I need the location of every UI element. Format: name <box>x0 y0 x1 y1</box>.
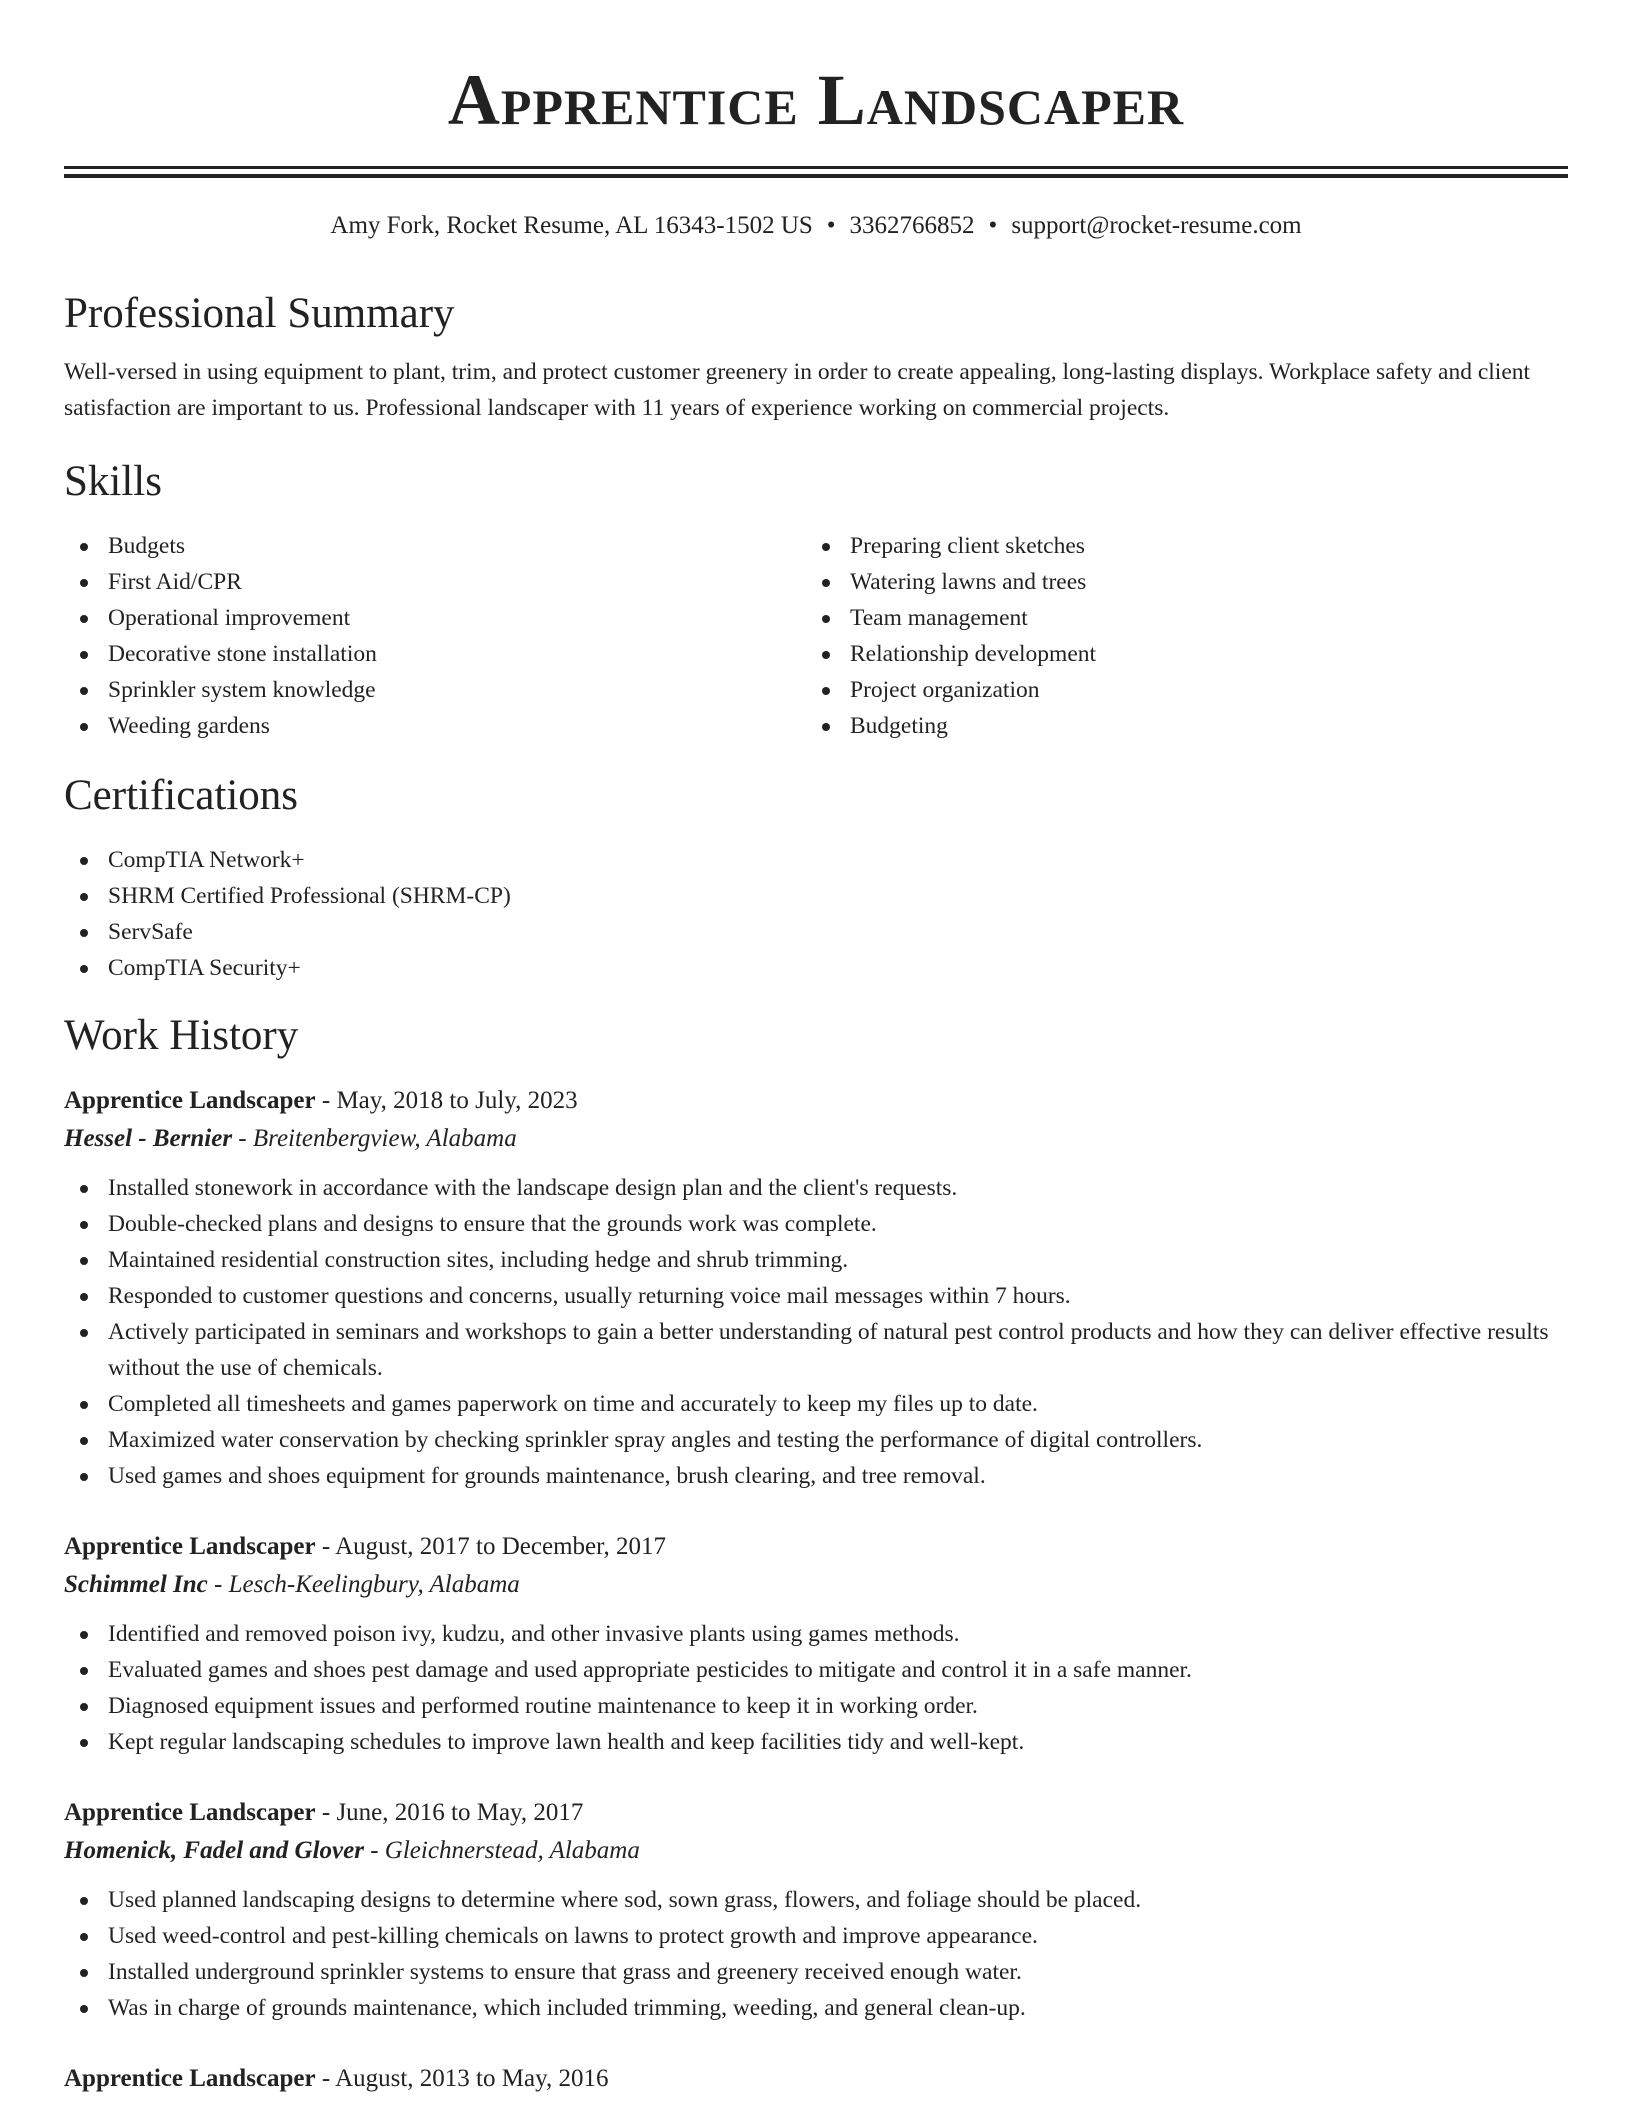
skill-item: First Aid/CPR <box>64 564 806 600</box>
skill-item: Budgeting <box>806 708 1548 744</box>
resume-page <box>64 0 1568 2112</box>
job-bullet: Maintained residential construction sites, including hedge and shrub trimming. <box>64 1242 1568 1278</box>
skills-heading: Skills <box>64 458 162 505</box>
job-bullet: Used planned landscaping designs to determine where sod, sown grass, flowers, and foliage should be placed. <box>64 1882 1568 1918</box>
job-bullet: Used games and shoes equipment for grounds maintenance, brush clearing, and tree removal. <box>64 1458 1568 1494</box>
skill-item: Relationship development <box>806 636 1548 672</box>
job-company-line <box>64 1120 1568 1158</box>
job-bullets <box>64 1882 1568 2026</box>
contact-separator: • <box>826 212 836 239</box>
certification-item: ServSafe <box>64 914 1568 950</box>
job-title: Apprentice Landscaper <box>64 2065 316 2092</box>
job-title: Apprentice Landscaper <box>64 1533 316 1560</box>
job-company-line <box>64 1832 1568 1870</box>
skills-list <box>64 528 1568 744</box>
job-bullet: Evaluated games and shoes pest damage and used appropriate pesticides to mitigate and control it in a safe manner. <box>64 1652 1568 1688</box>
skill-item: Budgets <box>64 528 806 564</box>
job-title: Apprentice Landscaper <box>64 1087 316 1114</box>
work-history-heading: Work History <box>64 1012 299 1059</box>
job-entry <box>64 2060 1568 2098</box>
skill-item: Team management <box>806 600 1548 636</box>
job-dates: - August, 2017 to December, 2017 <box>315 1533 666 1560</box>
summary-heading: Professional Summary <box>64 290 455 337</box>
job-company: Homenick, Fadel and Glover <box>64 1837 364 1864</box>
job-bullets <box>64 1616 1568 1760</box>
job-title-line <box>64 1794 1568 1832</box>
certification-item: CompTIA Security+ <box>64 950 1568 986</box>
job-title: Apprentice Landscaper <box>64 1799 316 1826</box>
resume-title: Apprentice Landscaper <box>447 60 1185 140</box>
job-company: Hessel - Bernier <box>64 1125 233 1152</box>
job-bullet: Installed stonework in accordance with the landscape design plan and the client's requests. <box>64 1170 1568 1206</box>
job-dates: - June, 2016 to May, 2017 <box>315 1799 584 1826</box>
job-bullet: Diagnosed equipment issues and performed routine maintenance to keep it in working order. <box>64 1688 1568 1724</box>
job-bullet: Was in charge of grounds maintenance, which included trimming, weeding, and general clean-up. <box>64 1990 1568 2026</box>
skill-item: Weeding gardens <box>64 708 806 744</box>
job-location: - Gleichnerstead, Alabama <box>363 1837 640 1864</box>
header-divider-bottom <box>64 174 1568 178</box>
skills-column-left <box>64 528 806 744</box>
contact-phone: 3362766852 <box>849 212 975 239</box>
job-bullet: Maximized water conservation by checking sprinkler spray angles and testing the performance of digital controllers. <box>64 1422 1568 1458</box>
certifications-heading: Certifications <box>64 772 299 819</box>
job-title-line <box>64 1082 1568 1120</box>
certification-item: SHRM Certified Professional (SHRM-CP) <box>64 878 1568 914</box>
job-bullet: Double-checked plans and designs to ensure that the grounds work was complete. <box>64 1206 1568 1242</box>
contact-address: Amy Fork, Rocket Resume, AL 16343-1502 US <box>330 212 813 239</box>
job-location: - Lesch-Keelingbury, Alabama <box>207 1571 520 1598</box>
skill-item: Decorative stone installation <box>64 636 806 672</box>
contact-line <box>64 210 1568 242</box>
skill-item: Operational improvement <box>64 600 806 636</box>
job-dates: - August, 2013 to May, 2016 <box>315 2065 609 2092</box>
job-bullet: Identified and removed poison ivy, kudzu, and other invasive plants using games methods. <box>64 1616 1568 1652</box>
job-bullet: Actively participated in seminars and workshops to gain a better understanding of natural pest control products and how they can deliver effective results without the use of chemicals. <box>64 1314 1568 1386</box>
job-bullet: Responded to customer questions and concerns, usually returning voice mail messages within 7 hours. <box>64 1278 1568 1314</box>
job-bullets <box>64 1170 1568 1494</box>
job-entry <box>64 1528 1568 1760</box>
skill-item: Project organization <box>806 672 1548 708</box>
skills-column-right <box>806 528 1548 744</box>
contact-email: support@rocket-resume.com <box>1011 212 1302 239</box>
job-title-line <box>64 2060 1568 2098</box>
job-company-line <box>64 1566 1568 1604</box>
job-bullet: Kept regular landscaping schedules to improve lawn health and keep facilities tidy and well-kept. <box>64 1724 1568 1760</box>
job-bullet: Completed all timesheets and games paperwork on time and accurately to keep my files up to date. <box>64 1386 1568 1422</box>
job-title-line <box>64 1528 1568 1566</box>
contact-separator: • <box>988 212 998 239</box>
job-dates: - May, 2018 to July, 2023 <box>315 1087 578 1114</box>
job-location: - Breitenbergview, Alabama <box>232 1125 517 1152</box>
header-divider-top <box>64 166 1568 169</box>
certification-item: CompTIA Network+ <box>64 842 1568 878</box>
summary-text: Well-versed in using equipment to plant, trim, and protect customer greenery in order to create appealing, long-lasting displays. Workplace safety and client satisfaction are important to us. Professional landscaper with 11 years of experience working on commercial projects. <box>64 359 1531 421</box>
certifications-list <box>64 842 1568 986</box>
skill-item: Preparing client sketches <box>806 528 1548 564</box>
skill-item: Sprinkler system knowledge <box>64 672 806 708</box>
job-company: Schimmel Inc <box>64 1571 208 1598</box>
skill-item: Watering lawns and trees <box>806 564 1548 600</box>
job-bullet: Installed underground sprinkler systems to ensure that grass and greenery received enough water. <box>64 1954 1568 1990</box>
job-entry <box>64 1082 1568 1494</box>
job-entry <box>64 1794 1568 2026</box>
job-bullet: Used weed-control and pest-killing chemicals on lawns to protect growth and improve appearance. <box>64 1918 1568 1954</box>
